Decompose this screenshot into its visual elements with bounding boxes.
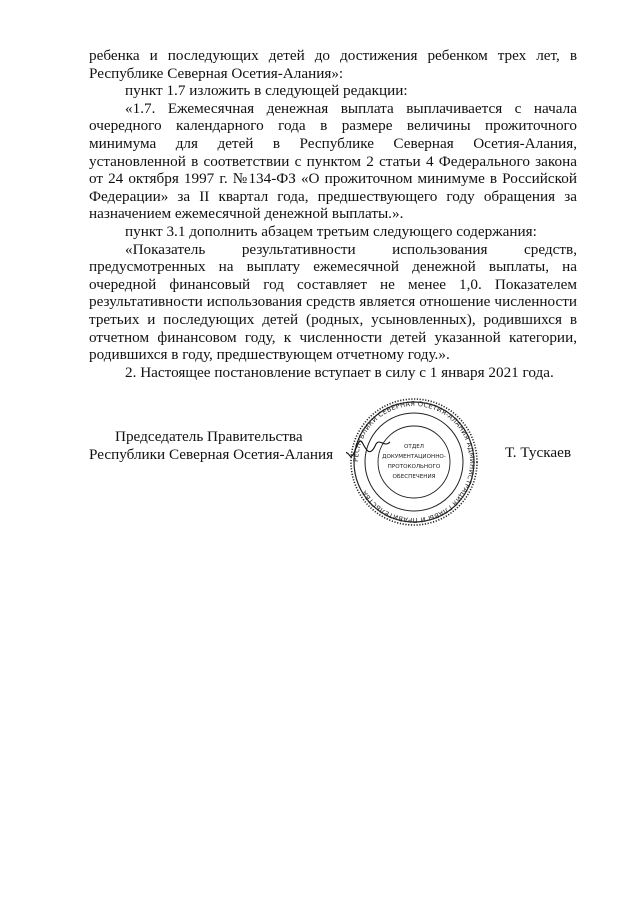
official-seal-icon [346, 398, 482, 526]
seal-center-line3: ПРОТОКОЛЬНОГО [387, 464, 441, 470]
signatory-title-line2: Республики Северная Осетия-Алания [89, 445, 334, 463]
paragraph-item-3-1-text: «Показатель результативности использования средств, предусмотренных на выплату ежемесячной денежной выплаты, на очередной финансовый год составляет не менее 1,0. Показателем результативности использования средств является отношение численности третьих и последующих детей (родных, усыновленных), родившихся в отчетном финансовом году, к численности детей указанной категории, родившихся в году, предшествующем отчетному году.». [89, 240, 577, 364]
paragraph-continuation: ребенка и последующих детей до достижения ребенком трех лет, в Республике Северная Осетия-Алания»: [89, 47, 577, 82]
paragraph-item-1-7-intro: пункт 1.7 изложить в следующей редакции: [125, 82, 408, 100]
seal-center-line2: ДОКУМЕНТАЦИОННО- [382, 454, 446, 460]
seal-center-line1: ОТДЕЛ [404, 444, 424, 450]
paragraph-effective-date: 2. Настоящее постановление вступает в силу с 1 января 2021 года. [125, 363, 554, 381]
signatory-name: Т. Тускаев [505, 444, 572, 461]
signatory-title [89, 428, 339, 463]
seal-center-line4: ОБЕСПЕЧЕНИЯ [392, 474, 436, 480]
paragraph-item-1-7-text: «1.7. Ежемесячная денежная выплата выплачивается с начала очередного календарного года в размере величины прожиточного минимума для детей в Республике Северная Осетия-Алания, установленной в соответствии с пунктом 2 статьи 4 Федерального закона от 24 октября 1997 г. №134-ФЗ «О прожиточном минимуме в Российской Федерации» за II квартал года, предшествующего году обращения за назначением ежемесячной денежной выплаты.». [89, 99, 577, 223]
paragraph-item-3-1-intro: пункт 3.1 дополнить абзацем третьим следующего содержания: [125, 222, 537, 240]
svg-text:РЕСПУБЛИКИ СЕВЕРНАЯ ОСЕТИЯ-АЛА [352, 400, 476, 524]
document-body [89, 47, 577, 381]
seal-outer-text: РЕСПУБЛИКИ СЕВЕРНАЯ ОСЕТИЯ-АЛАНИЯ АДМИНИСТРАЦИЯ ГЛАВЫ И ПРАВИТЕЛЬСТВА [351, 399, 477, 525]
signatory-title-line1: Председатель Правительства [115, 428, 303, 445]
